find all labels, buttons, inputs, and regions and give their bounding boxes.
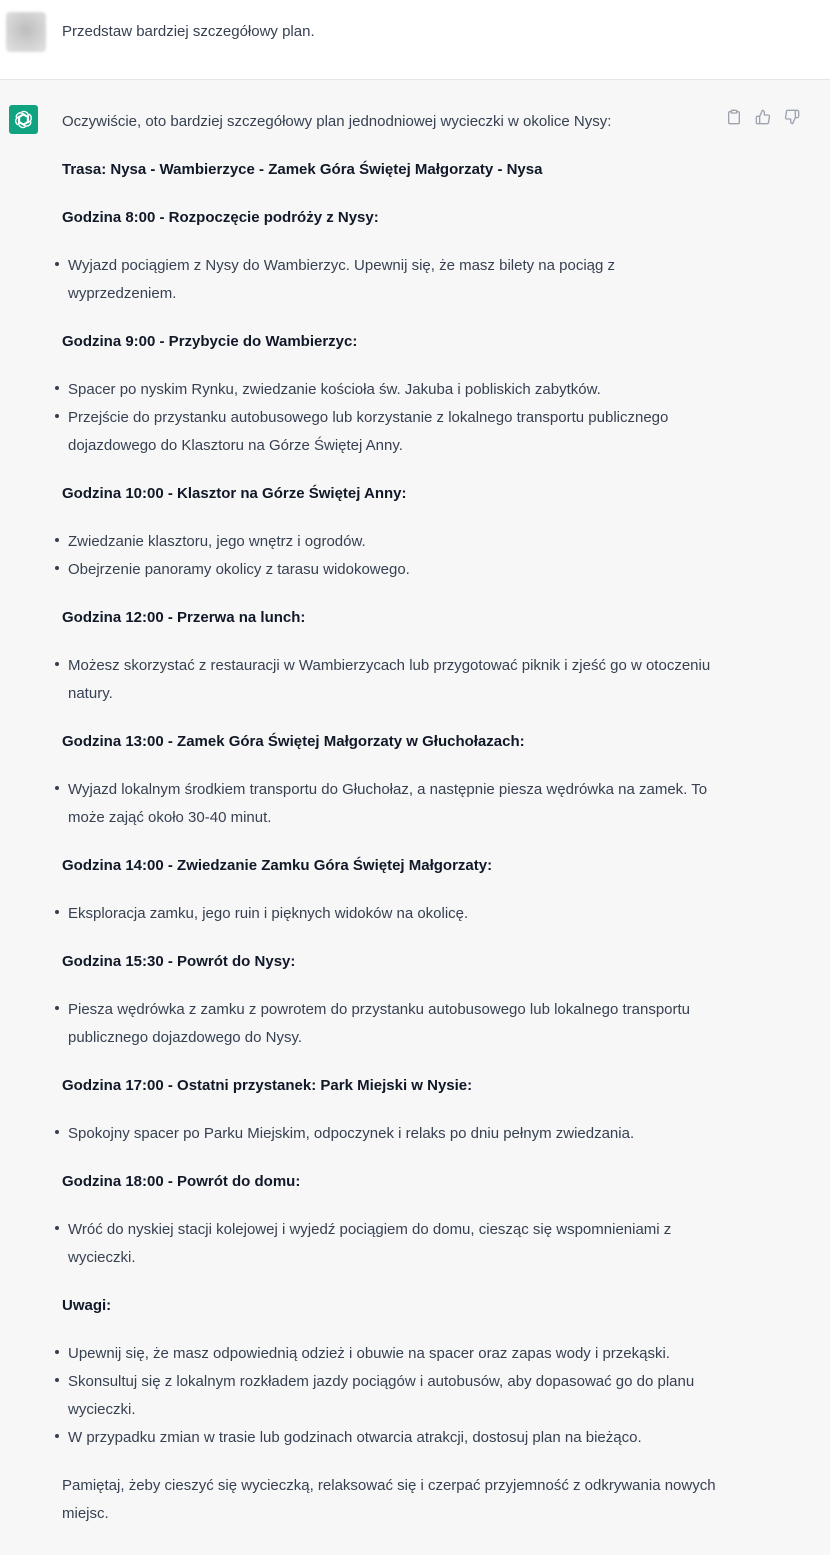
thumbs-down-icon[interactable] [782,107,802,127]
list-item: Spokojny spacer po Parku Miejskim, odpoczynek i relaks po dniu pełnym zwiedzania. [62,1120,722,1148]
list-item: Wyjazd lokalnym środkiem transportu do Głuchołaz, a następnie piesza wędrówka na zamek. To może zająć około 30-40 minut. [62,776,722,832]
section-heading: Godzina 13:00 - Zamek Góra Świętej Małgorzaty w Głuchołazach: [62,733,525,750]
list-item: Możesz skorzystać z restauracji w Wambierzycach lub przygotować piknik i zjeść go w otoczeniu natury. [62,652,722,708]
list-item: Zwiedzanie klasztoru, jego wnętrz i ogrodów. [62,528,722,556]
thumbs-up-icon[interactable] [753,107,773,127]
user-avatar [6,12,46,52]
assistant-message-content [62,108,722,1548]
message-actions [724,107,802,127]
list-item: Obejrzenie panoramy okolicy z tarasu widokowego. [62,556,722,584]
bullet-list [62,776,722,832]
bullet-list [62,528,722,584]
intro-text: Oczywiście, oto bardziej szczegółowy plan jednodniowej wycieczki w okolice Nysy: [62,113,612,130]
user-message-text: Przedstaw bardziej szczegółowy plan. [62,23,315,40]
list-item: Spacer po nyskim Rynku, zwiedzanie kościoła św. Jakuba i pobliskich zabytków. [62,376,722,404]
clipboard-icon[interactable] [724,107,744,127]
section-heading: Godzina 17:00 - Ostatni przystanek: Park Miejski w Nysie: [62,1077,473,1094]
bullet-list [62,996,722,1052]
notes-heading: Uwagi: [62,1297,112,1314]
bullet-list [62,376,722,460]
section-heading: Godzina 15:30 - Powrót do Nysy: [62,953,296,970]
user-message-row [0,0,830,80]
section-heading: Godzina 18:00 - Powrót do domu: [62,1173,301,1190]
section-heading: Godzina 12:00 - Przerwa na lunch: [62,609,306,626]
bullet-list [62,1216,722,1272]
list-item: W przypadku zmian w trasie lub godzinach otwarcia atrakcji, dostosuj plan na bieżąco. [62,1424,722,1452]
list-item: Przejście do przystanku autobusowego lub korzystanie z lokalnego transportu publicznego dojazdowego do Klasztoru na Górze Świętej Anny. [62,404,722,460]
list-item: Piesza wędrówka z zamku z powrotem do przystanku autobusowego lub lokalnego transportu publicznego dojazdowego do Nysy. [62,996,722,1052]
list-item: Skonsultuj się z lokalnym rozkładem jazdy pociągów i autobusów, aby dopasować go do planu wycieczki. [62,1368,722,1424]
bullet-list [62,1120,722,1148]
bullet-list [62,900,722,928]
closing-text: Pamiętaj, żeby cieszyć się wycieczką, relaksować się i czerpać przyjemność z odkrywania nowych miejsc. [62,1477,716,1522]
bullet-list [62,652,722,708]
route-heading: Trasa: Nysa - Wambierzyce - Zamek Góra Świętej Małgorzaty - Nysa [62,161,543,178]
section-heading: Godzina 14:00 - Zwiedzanie Zamku Góra Świętej Małgorzaty: [62,857,493,874]
list-item: Eksploracja zamku, jego ruin i pięknych widoków na okolicę. [62,900,722,928]
openai-logo-icon [9,105,38,134]
bullet-list [62,252,722,308]
list-item: Wyjazd pociągiem z Nysy do Wambierzyc. Upewnij się, że masz bilety na pociąg z wyprzedzeniem. [62,252,722,308]
section-heading: Godzina 8:00 - Rozpoczęcie podróży z Nysy: [62,209,379,226]
section-heading: Godzina 9:00 - Przybycie do Wambierzyc: [62,333,358,350]
bullet-list [62,1340,722,1452]
list-item: Upewnij się, że masz odpowiednią odzież i obuwie na spacer oraz zapas wody i przekąski. [62,1340,722,1368]
section-heading: Godzina 10:00 - Klasztor na Górze Świętej Anny: [62,485,407,502]
list-item: Wróć do nyskiej stacji kolejowej i wyjedź pociągiem do domu, ciesząc się wspomnieniami z wycieczki. [62,1216,722,1272]
